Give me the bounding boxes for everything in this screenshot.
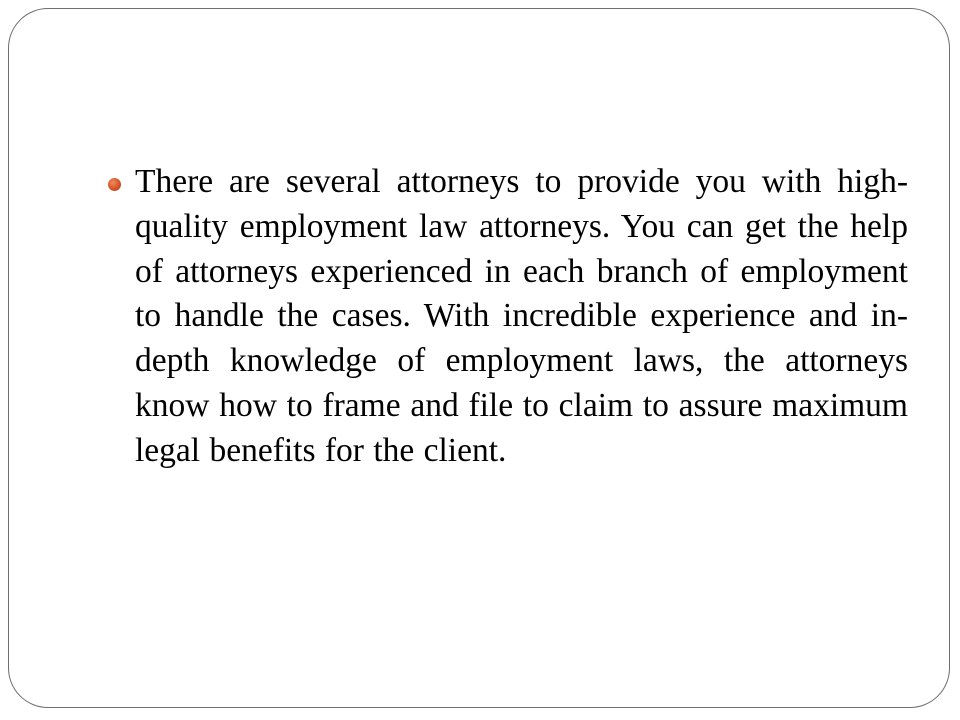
bullet-item [108, 160, 908, 474]
bullet-dot-icon [108, 178, 121, 191]
bullet-text: There are several attorneys to provide you with high-quality employment law attorneys. You can get the help of attorneys experienced in each branch of employment to handle the cases. With incredible experience and in-depth knowledge of employment laws, the attorneys know how to frame and file to claim to assure maximum legal benefits for the client. [135, 163, 908, 469]
